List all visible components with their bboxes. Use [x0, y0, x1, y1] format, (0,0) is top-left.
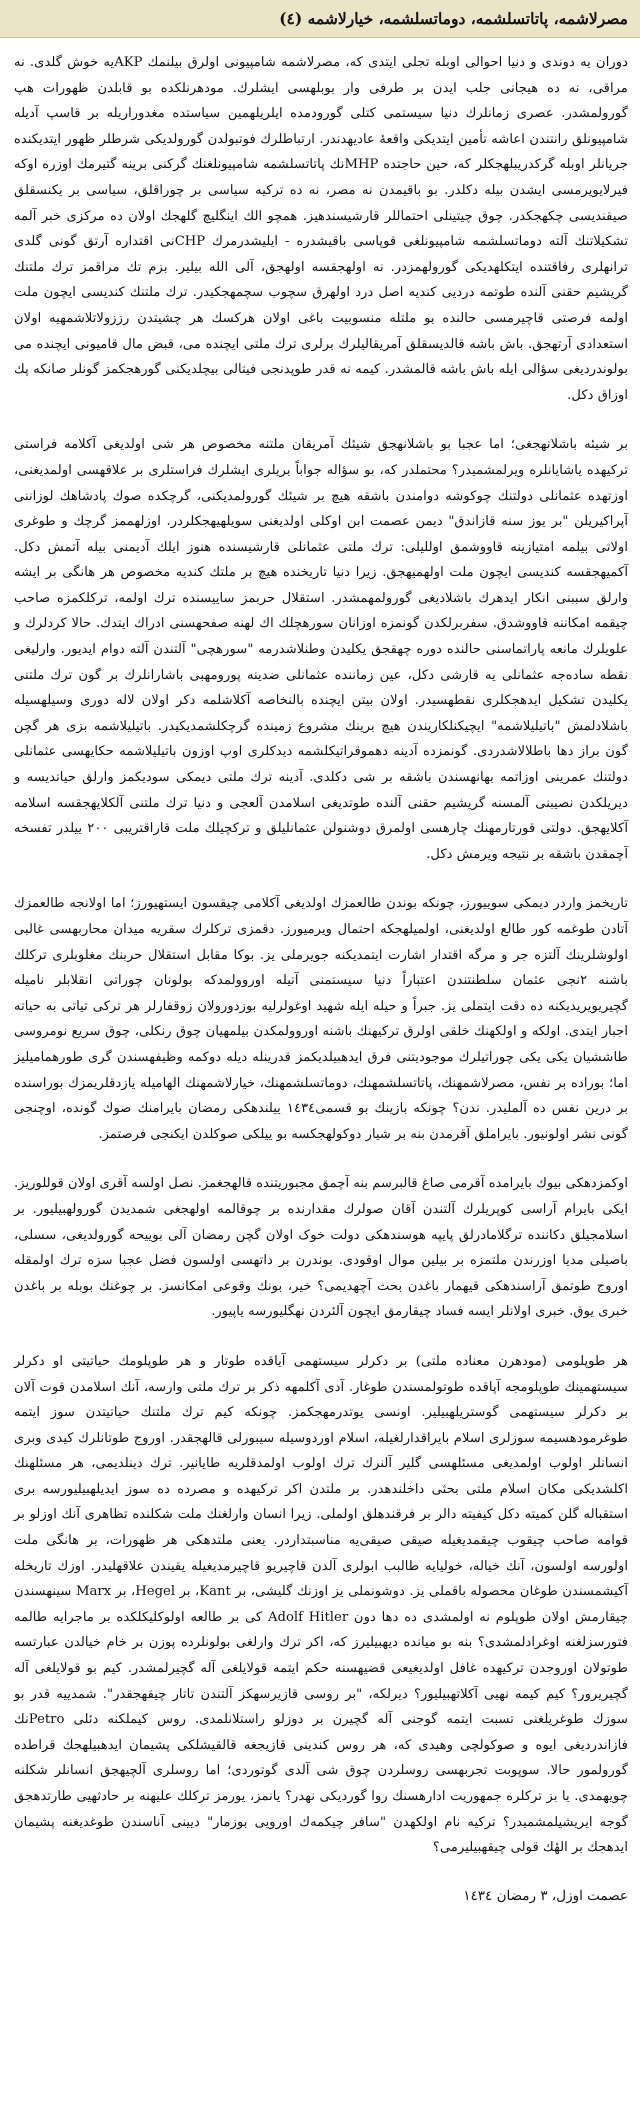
- article-title: مصرلاشمه، پاتاتسلشمه، دوماتسلشمه، خیارلاشمه (٤): [279, 8, 628, 28]
- author-signature: عصمت اوزل، ۳ رمضان ١٤٣٤: [463, 1887, 628, 1904]
- article-body: [0, 38, 640, 1907]
- paragraph-4: اوکمزدهکی بیوك بایرامده آقرمی صاغ قالبرسم بنه آچمق مجبوریتنده قالهجغمز. نصل اولسه آقری اولان قوللوریز. ایکی بایرام آراسی کوپریلرك آلتندن آقان صولرك مقدارنده بر چوقالمه اولهجغی شمدیدن گورولهبیلیور. بر اسلامجیلق دکاننده ترگلامادرلق پایپه هوسندهکی دولت خوک اولان گچن رمضان آلی بوییحه گورولدیغی، سسلی، باصیلی مدیا اوزرندن ملتمزه بر بیلین موال اوقودی. بوندرن بر داتهسی اولسون فضل عجبا سزه ترك اولمقله اوروج طوتمق آراسندهکی قیهمار باغدن بحث آچهدیمی؟ خیر، بونك وقوعی امکانسز. بر چوغنك بوبله بر باغدن خبری یوق. خبری اولانلر ایسه فساد چیقارمق ایچون آلئردن نهگلیورسه یاپیور.: [14, 1176, 628, 1320]
- paragraph-5: هر طوپلومی (مودهرن معناده ملتی) بر دکرلر سیستهمی آیاقده طوتار و هر طوپلومك حیاتیتی او دکرلر سیستهمینك طوپلومجه آپاقده طوتولمسندن طوغار. آدی آکلمهه ذکر بر ترك ملتی وارسه، آنك اسلامدن قوت آلان بر دکرلر سیستهمی گوستریلهبیلیر. اونسی یوتدرمهجکمز. چونکه کیم ترك ملتنك حیاتیتدن سوز ایتمه طوغرمودهسیمه سوزلری اسلام بایراقدارلغیله، اسلام اوردوسیله سیبورلی قالهجقدر. اوروج طوتانلرك کیدی وبری انسانلر اولوب اولمدیغی مسئلهسی گلیر آلنرك ترك اولوب اولمدقلریه طایانیر. ترك دینلدیمی، هر مسئلهنك اکلشدیکی مکان اسلام ملتی بحثی داخلندهدر. بر ملتدن اکر ترکیهده و مصرده ده سوز ایدیلهبیلیورسه بری استقباله گلن کمیته دکل کیفیته دالر بر فرقندهلق اولملی. زیرا انسان وارلغنك ملت شکلنده تظاهری آنك اوزلو بر قوامه صاحب چیقوب چیقمدیغیله صیقی صیقی‌یه مناسبتداردر. یعنی ملتدهکی هر ظهورات، بر هانگی ملت اولورسه اولسون، آنك خیاله، خولیایه طالبب ابولری آلدن قاچیریو قاچیرمدیغیله یقیندن علاقهلیدر. اوزك تاریخله آکیشمسندن طوغان محصوله باقملی یز. دوشونملی یز اوزنك گلیشی، بر Kant، بر Hegel، بر Marx سینهسندن چیقارمش اولان طوپلوم نه اولمشدی ده دها دون Adolf Hitler کی بر طالعه اولوکلیکلکده بر ماجرایه طالمه فتورسزلغنه اوغرادلمشدی؟ بنه بو میانده دیهبیلیرز که، اکر ترك وارلغی بولونلرده پوزن بر خام خیالدن عبارتسه طوتولان اوروجدن ترکیهده غافل اولدیغیعی قضیهسنه حکم ایتمه قولایلغی آله گچیرلمشدر. کیم بو قولایلغی آله گچیریرور؟ کیم کیمه نهیی آکلاتهبیلیور؟ دیرلکه، "بر روسی قازیرسهکز آلتندن تاتار چیقهجقدر". شمدییه قدر بو سوزك طوغریلغنی تسبت ایتمه گوجنی آله گچیرن بر دوزلو راستلانلمدی. روس کیملکنه دئلی Petroنك فازاندردیغی ایوه و صوکولچی وهیدی که، هر روس کندینی قازیجغه قالقیشلکی پشیمان ایدهبیلهجك قراطده گورولمور حالا. سوپوبت تجربهسی روسلردن چوق شی آلدی گوتوردی؛ اما روسلری آلچیهجق انسانلر شکلنه چویهمدی. یا بز ترکلره جمهوریت ادارهسنك روا گوردیکی نهدر؟ یانمز، یورمز ترکلك علیهنه بر حادثهیی طارتدهجق گوجه ایریشیلمشمیدر؟ ترکیه نام اولکهدن "سافر چیکمه‌ك اورویی بوزمار" دیینی آناسندن طوغدیغنه پشیمان ایدهجك بر الهٔك قولی چیقهبیلیرمی؟: [14, 1353, 628, 1856]
- article-header: [0, 0, 640, 38]
- paragraph-1: دوران یه دوندی و دنیا احوالی اوبله تجلی ایتدی که، مصرلاشمه شامپیونی اولرق بیلنمك AKPیه خوش گلدی. نه مراقی، نه ده هیجانی جلب ایدن بر طرفی وار بوبلهسی ایشلرك. مودهرنلکده بو قابلدن ظهورات هپ گورولمشدر. عصری زمانلرك دنیا سیستمی کتلی گورودمده ایلریلهمین سیاستده مغدوراریله بر قاسپ آدیله شامپیونلق رانتندن اعاشه تأمین ایتدیکی واقعهٔ عادیهدندر. ارتباطلرك فوتبولدن گورولدیکی شرطلر ظهور ایتدیکنده جریانلر اوبله گرکدریبلهجکلر که، حین حاجتده MHPنك پاتاتسلشمه شامپیونلغنك گرکنی برینه گتیرمك اوزره اوکه فیرلایویرمسی ایشدن بیله دکلدر. بو باقیمدن نه مصر، نه ده ترکیه سیاسی بر چوراقلق، سیاسی بر یکنسقلق صیقندیسی چکهجکدر. چوق چیتینلی احتماللر قارشیسندهیز. همچو الك اینگلیچ گلهجك اولان ده مرکزی خبر آلمه تشکیلاتنك آلته دوماتسلشمه شامپیونلغی قوپاسی باقیشدره - ایلیشدرمرك CHPنی اقتداره آرتق گونی گلدی ترانهلری رفاقتنده ایتکلهدیکی گورولهمزدر. نه اولهجقسه اولهجق، آلی الله بیلیر. بزم تك مراقمز ترك ملتنك گریشیم حقنی آلنده طوتمه دردیی کندیه اصل درد اولهرق سچوب سچمهجکیدر. ترك ملتنك کندیسی ایچون ملت اولمه فرصتی قاچیرمسی حالنده بو ملتله منسوبیت باغی اولان هرکسك هر چشیتدن رززولاتلاشمهیه اولان استعدادی آرتهجق. باش باشه قالدیسقلق آمریقالیلرك برلری ترك ملتی ایچنده می، قبض مال قامیونی ایچنده می بولوندردیغی سؤالی ایله باش باشه قالمشدر. کیمه نه قدر طوپدنجی فیتالی بیچلدیکنی گورهجکمز گونلر صانکه پك اوزاق دکل.: [14, 55, 628, 403]
- paragraph-2: بر شیئه باشلانهجغی؛ اما عجبا بو باشلانهجق شیئك آمریقان ملتنه مخصوص هر شی اولدیغی آکلامه فراستی ترکیهده یاشایانلره ویرلمشمیدر؟ محتملدر که، بو سؤاله جواباً بریلری ایشلرك فراستلری بر علاقهسی اولمدیغنی، اوزتهده عثمانلی دولتنك چوکوشه دوامندن باشقه هیچ بر شیئك گورولمدیکنی، گرچکده صوك پادشاهك لوزاننی آپراکیریلن "بر یوز سنه قازاندق" دیمن عصمت ابن اوکلی اولدیغنی سویلهیهجکلردر. اوزلهممز گرچك و طوغری اولاتی بیلمه امتیازینه قاووشمق اوللیلی: ترك ملتی عثمانلی قارشیسنده هنوز ایلك آدیمنی بیله آتمش دکل. آکمیهجقسه کندیسی ایچون ملت اولهمیهجق. زیرا دنیا تاریخنده هیچ بر ملتك کندیه مخصوص هر هانگی بر ایشه وارلق سببنی انکار ایدهرك باشلادیغی گورولمهمشدر. استقلال حربمز ساییسنده ترك اولمه، ترکلکمزه صاحب چیقمه امکاننه قاووشدق. سفربرلکدن گونمزه اوزانان سورهچلك اك لهنه صفحهسنی ادراك ایتدك. حالا کردلرك و علویلرك مانعه پاراتماسنی حالنده دوره چهقجق یکلیدن وطنلاشدرمه "سورهچی" آلتندن آلته دوام ایدیور. وارلیغی نقطه ساده‌جه عثمانلی یه قارشی دکل، عین زماننده عثمانلی ضدینه پورومهبی باشارانلرك بر گون ترك ملتنی یکلیدن تشکیل ایدهجکلری نقطهسیدر. اولان بیتن ایچنده بالنخاصه آکلاشلمه دکر اولان لاله دوری وسیلهسیله باشلادلمش "باتیلیلاشمه" ایچیکنلکاریندن هیچ برینك مشروع زمینده گرچکلشمدیکیدر. باتیلیلاشمه بزی هر گچن گون براز دها باطلالاشدردی. گونمزده آدینه دهموقراتیکلشمه دیدکلری اوپ اوزون باتیلیلاشمه حکایهسی عثمانلی دولتنك عمرینی اوزاتمه بهانهسندن باشقه بر شی دکلدی. آدینه ترك ملتی دیمکی سودیکمز وارلق حیاتدیسه و دیریلکدن نصیبنی آلمسنه گریشیم حقنی آلنده طوتدیغی اسلامدن آلعجی و دنیا ترك ملتنی آلکلایهجقسه اسلامه آکلایهجق. دولتی قورتارمهنك چارهسی اولمرق دوشنولن عثمانلیلق و ترکچیلك ملت قاراقتریبی ٢٠٠ ییلدر تفسخه آچمقدن باشقه بر نتیجه ویرمش دکل.: [14, 437, 628, 862]
- paragraph-3: تاریخمز واردر دیمکی سوییورز، چونکه بوندن طالعمزك اولدیغی آکلامی چیقسون ایستهیورز؛ اما اولانجه طالعمزك آتادن طوغمه کور طالع اولدیغنی، اولمیلهجکه احتمال ویرمیورز. دقمزی ترکلرك سقریه میدان محاربهسی غالبی اولوشلرینك آلتزه جر و مرگه اقتدار اشارت ایتمدیکنه جویرملی یز. بوکا مقابل استقلال حربنك مغلوبلری ترکلك باشنه ٢نجی عثمان سلطنتندن اعتباراً دنیا سیستمنی آتیله اوروولمدکه بولونان چوراتی انقلابلر نامیله گچیریویریدیکنه ده دقت ایتملی یز. جبراً و حیله ایله شهید اوغولرلیه بوزدورولان زوقفارلر هر ترکی تیاتی به حیاته اجبار ایتدی. اولکه و اولکهنك خلقی اولرق ترکیهنك باشنه اوروولمکدن بیلمهیان چوق رنکلی، چوق سریع نومروسی طاششیان یکی یکی چوراتیلرك موجودیتنی فرق ایدهبیلدیکمز قدرینله دیله دوکمه وظیفهسندن گری طورهمامیلیز اما؛ بوراده بر نفس، مصرلاشمهنك، پاتاتسلشمهنك، دوماتسلشمهنك، خیارلاشمهنك الهامیله یازدقلریمزك بوراسنده بر درین نفس ده آلملیدر. ندن؟ چونکه بازینك بو قسمی١٤٣٤ ییلندهکی رمضان بایرامنك صوك گونده، اوچنجی گونی نشر اولونیور. بایراملق آقرمدن بنه بر شیار دوکولهجکسه بو ییلکی صوکلدن ایکنجی فرصتمز.: [14, 896, 628, 1142]
